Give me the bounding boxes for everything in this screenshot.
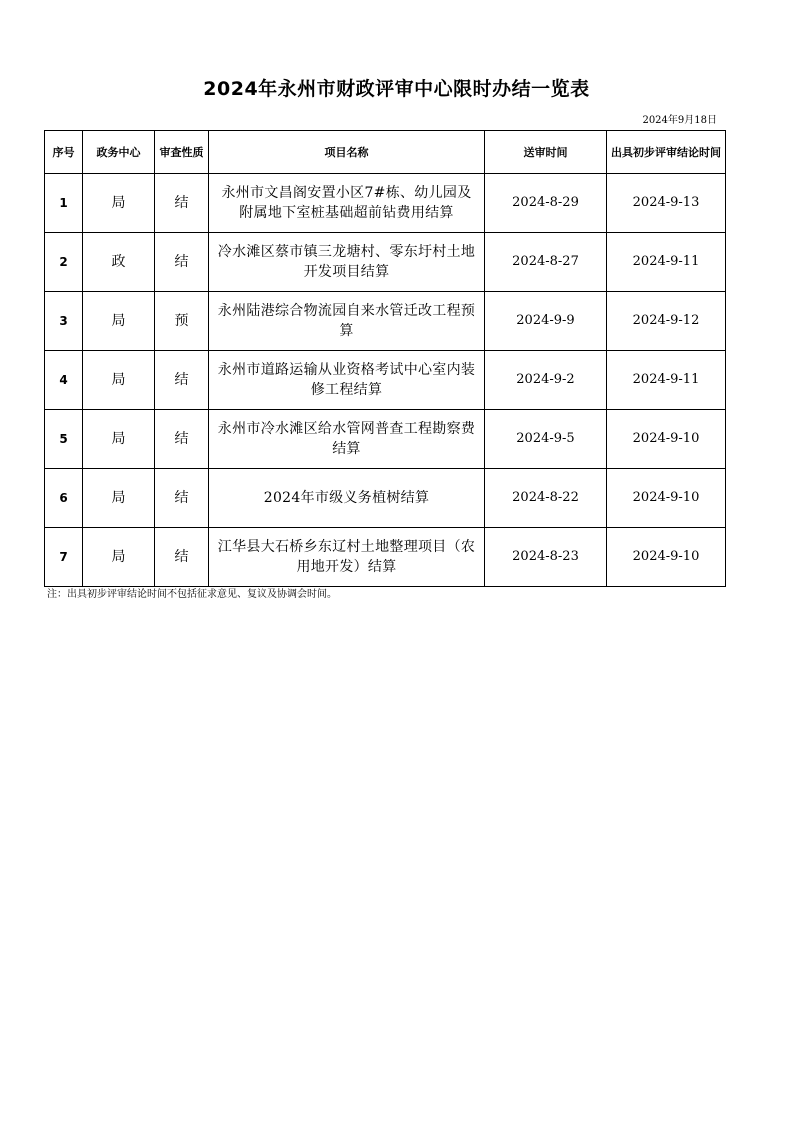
table-header-row [45,131,726,174]
row-project-name: 江华县大石桥乡东辽村土地整理项目（农用地开发）结算 [209,528,485,587]
header-no: 序号 [45,131,83,174]
row-nature: 结 [155,233,209,292]
row-nature: 结 [155,410,209,469]
row-sent-time: 2024-8-29 [485,174,607,233]
row-sent-time: 2024-8-23 [485,528,607,587]
row-sent-time: 2024-9-5 [485,410,607,469]
table-row [45,528,726,587]
table-row [45,233,726,292]
row-nature: 结 [155,469,209,528]
table-row [45,351,726,410]
row-no: 7 [45,528,83,587]
page-title: 2024年永州市财政评审中心限时办结一览表 [203,78,590,100]
header-center: 政务中心 [83,131,155,174]
row-no: 5 [45,410,83,469]
row-result-time: 2024-9-12 [607,292,726,351]
footnote: 注：出具初步评审结论时间不包括征求意见、复议及协调会时间。 [47,589,337,600]
row-result-time: 2024-9-13 [607,174,726,233]
table-row [45,174,726,233]
header-sent-time: 送审时间 [485,131,607,174]
row-no: 4 [45,351,83,410]
row-project-name: 永州市道路运输从业资格考试中心室内装修工程结算 [209,351,485,410]
header-nature: 审查性质 [155,131,209,174]
table-row [45,292,726,351]
row-project-name: 冷水滩区蔡市镇三龙塘村、零东圩村土地开发项目结算 [209,233,485,292]
row-no: 1 [45,174,83,233]
header-result-time: 出具初步评审结论时间 [607,131,726,174]
row-sent-time: 2024-8-22 [485,469,607,528]
row-center: 局 [83,292,155,351]
row-center: 局 [83,469,155,528]
row-result-time: 2024-9-11 [607,233,726,292]
row-nature: 预 [155,292,209,351]
row-project-name: 永州市冷水滩区给水管网普查工程勘察费结算 [209,410,485,469]
table-row [45,410,726,469]
row-no: 2 [45,233,83,292]
row-project-name: 永州市文昌阁安置小区7#栋、幼儿园及附属地下室桩基础超前钻费用结算 [209,174,485,233]
row-result-time: 2024-9-11 [607,351,726,410]
row-project-name: 永州陆港综合物流园自来水管迁改工程预算 [209,292,485,351]
row-center: 政 [83,233,155,292]
row-nature: 结 [155,528,209,587]
row-center: 局 [83,174,155,233]
row-nature: 结 [155,174,209,233]
row-result-time: 2024-9-10 [607,410,726,469]
table-row [45,469,726,528]
project-table [44,130,726,587]
row-no: 3 [45,292,83,351]
row-result-time: 2024-9-10 [607,469,726,528]
row-project-name: 2024年市级义务植树结算 [209,469,485,528]
row-sent-time: 2024-9-9 [485,292,607,351]
row-center: 局 [83,351,155,410]
report-date: 2024年9月18日 [642,115,717,126]
row-result-time: 2024-9-10 [607,528,726,587]
row-no: 6 [45,469,83,528]
row-center: 局 [83,410,155,469]
row-sent-time: 2024-8-27 [485,233,607,292]
row-center: 局 [83,528,155,587]
row-sent-time: 2024-9-2 [485,351,607,410]
row-nature: 结 [155,351,209,410]
header-name: 项目名称 [209,131,485,174]
